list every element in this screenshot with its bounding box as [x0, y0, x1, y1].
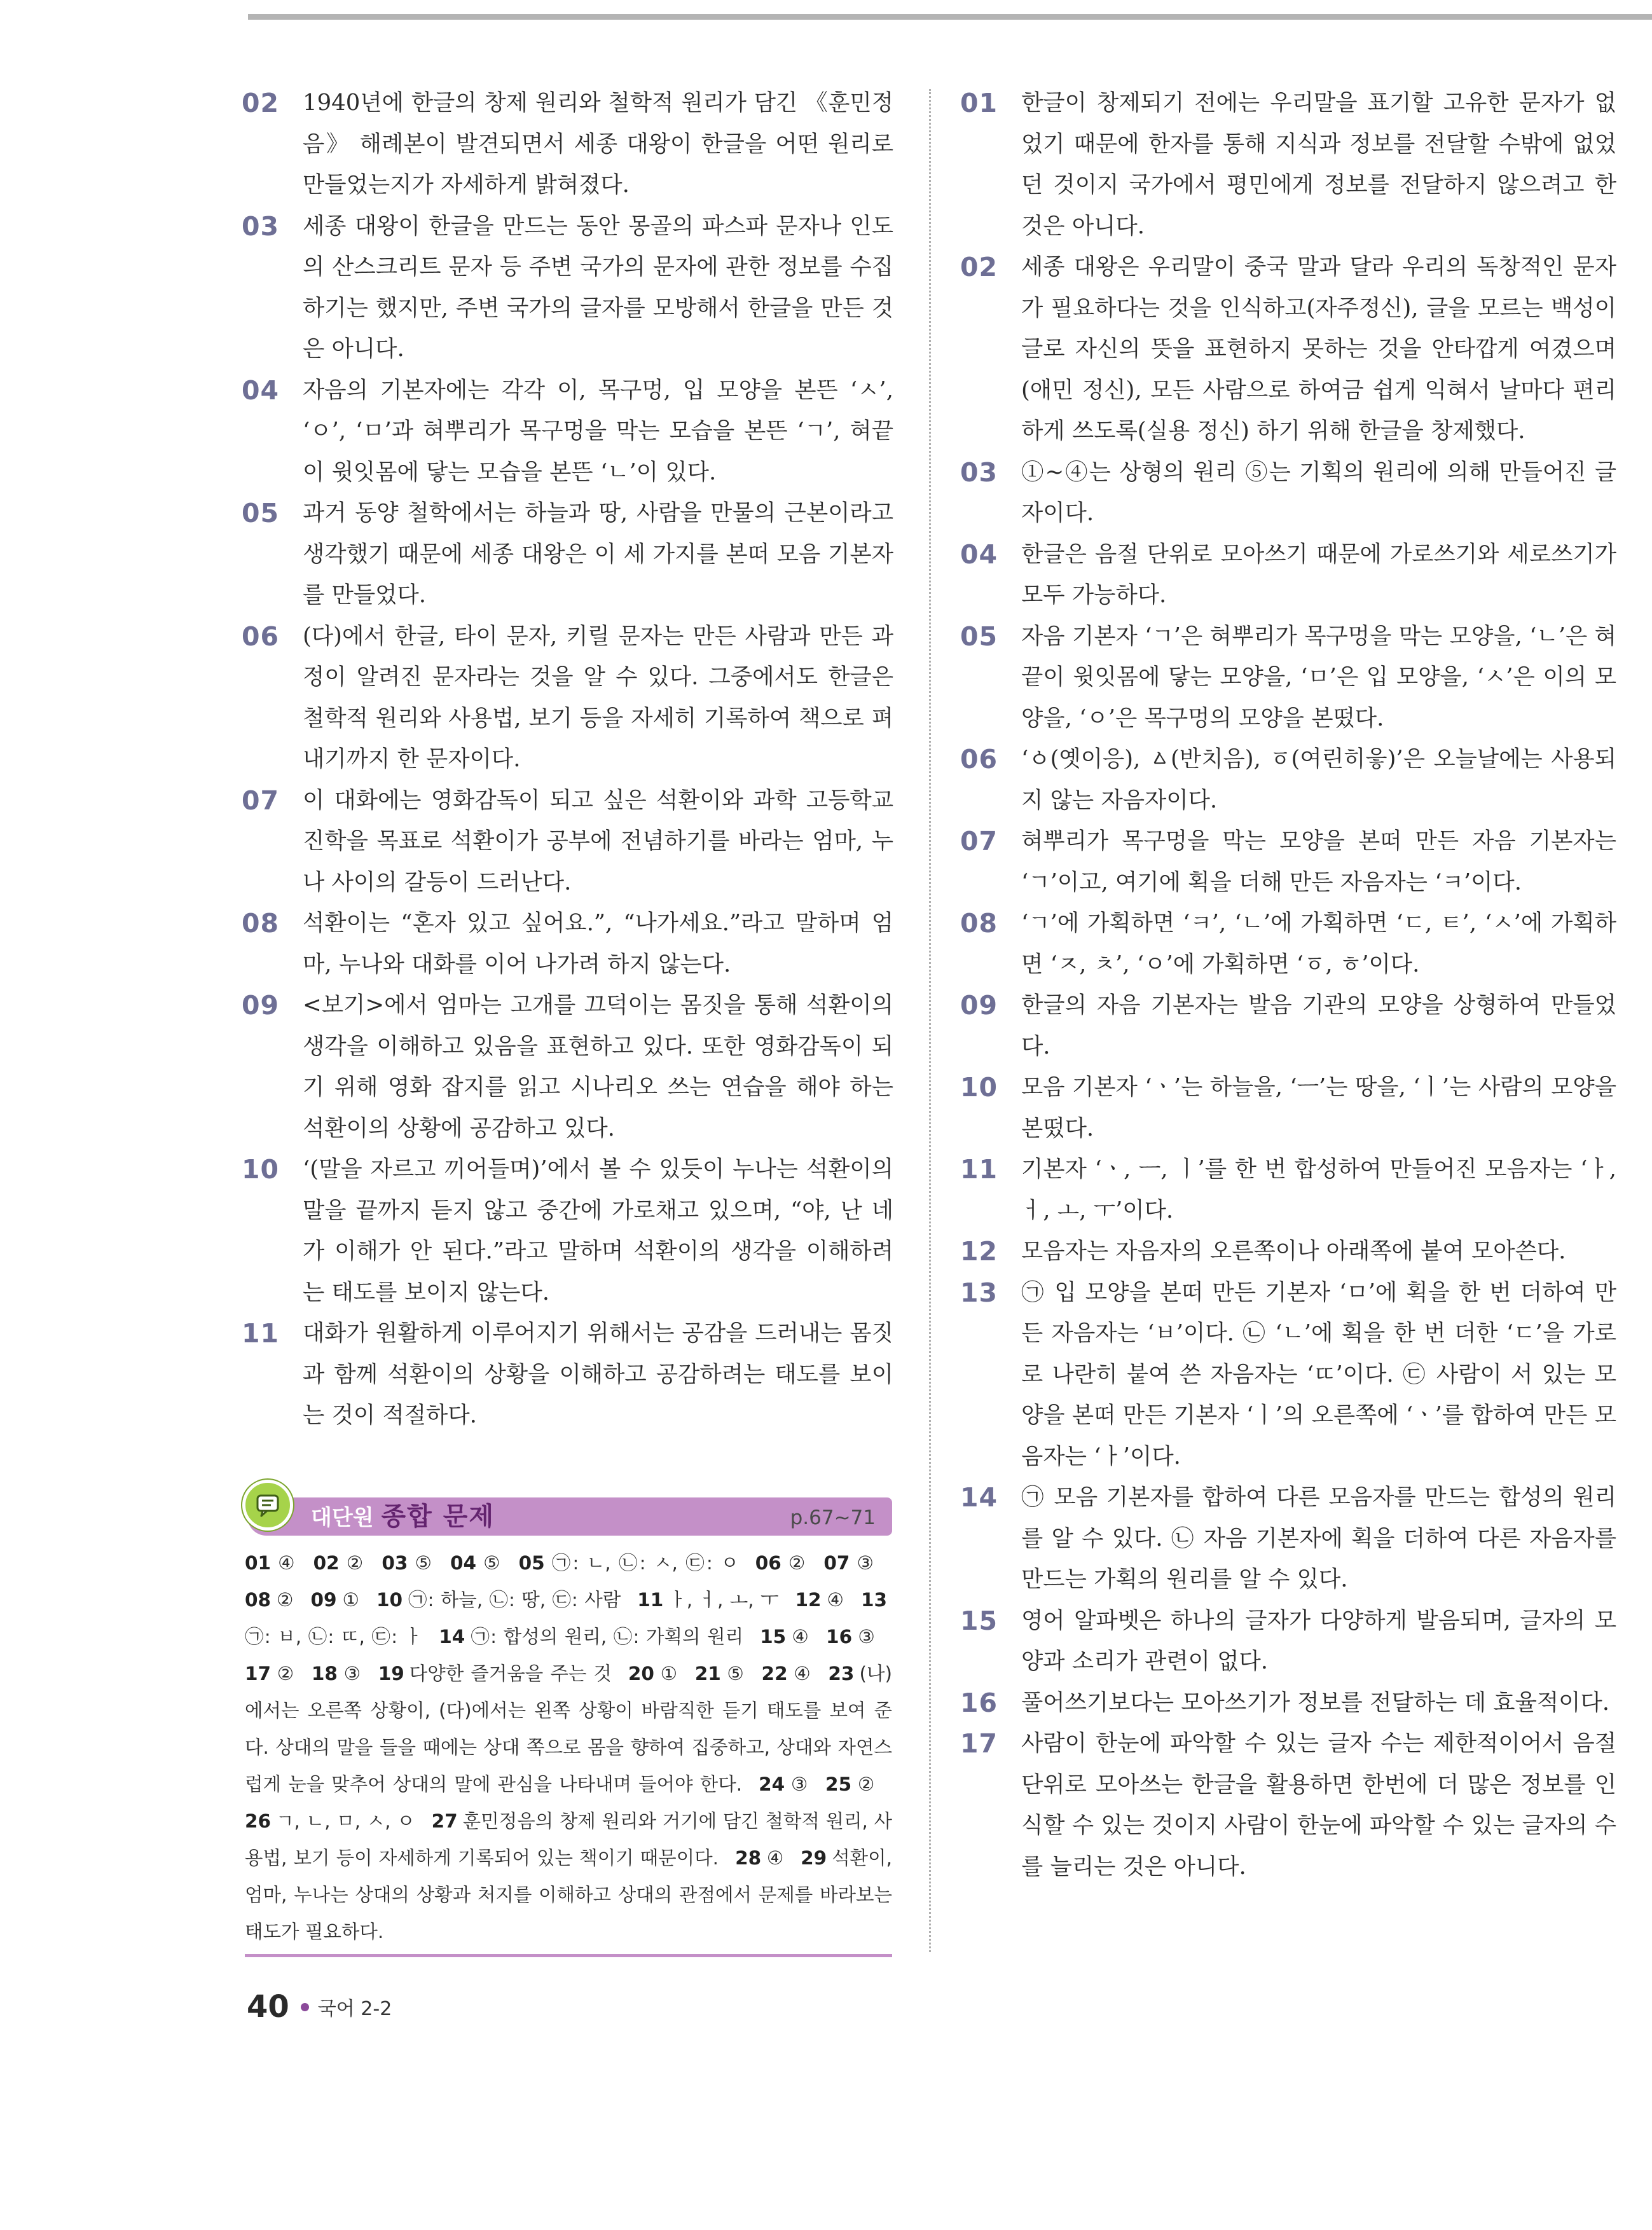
item-text: 세종 대왕은 우리말이 중국 말과 달라 우리의 독창적인 문자가 필요하다는 것을 인식하고(자주정신), 글을 모르는 백성이 글로 자신의 뜻을 표현하지 못하는 것을 안타깝게 여겼으며(애민 정신), 모든 사람으로 하여금 쉽게 익혀서 날마다 편리하게 쓰도록(실용 정신) 하기 위해 한글을 창제했다.: [1021, 254, 1616, 444]
review-answer-value: ④: [791, 1626, 810, 1648]
review-answer-value: ㅏ, ㅓ, ㅗ, ㅜ: [668, 1589, 779, 1611]
review-answer-number: 03: [382, 1552, 408, 1574]
review-answer-value: ①: [659, 1663, 678, 1684]
review-answer-value: ④: [792, 1663, 812, 1684]
review-answer-value: ㄱ, ㄴ, ㅁ, ㅅ, ㅇ: [276, 1810, 415, 1832]
review-answer: [245, 1810, 415, 1832]
review-answer-number: 13: [860, 1589, 887, 1611]
item-number: 08: [242, 908, 280, 939]
review-answer: [735, 1847, 784, 1869]
item-text: 모음 기본자 ‘ㆍ’는 하늘을, ‘ㅡ’는 땅을, ‘ㅣ’는 사람의 모양을 본떴다.: [1021, 1074, 1616, 1141]
review-answer: [378, 1663, 612, 1684]
answer-item: [242, 903, 893, 985]
review-answer: [628, 1663, 678, 1684]
review-answer-number: 16: [826, 1626, 853, 1648]
review-answer-value: ㉠: 하늘, ㉡: 땅, ㉢: 사람: [408, 1589, 621, 1611]
item-text: 한글의 자음 기본자는 발음 기관의 모양을 상형하여 만들었다.: [1021, 992, 1616, 1059]
review-answer-value: ⑤: [413, 1552, 434, 1574]
review-answer-number: 17: [245, 1663, 272, 1684]
review-answer-value: ⑤: [726, 1663, 745, 1684]
review-answer-number: 18: [311, 1663, 338, 1684]
answer-item: [960, 739, 1616, 821]
item-text: ①~④는 상형의 원리 ⑤는 기획의 원리에 의해 만들어진 글자이다.: [1021, 458, 1616, 526]
item-number: 03: [960, 457, 998, 488]
review-answer-number: 06: [755, 1552, 781, 1574]
item-number: 06: [960, 744, 998, 774]
review-answer-value: ④: [826, 1589, 844, 1611]
answer-item: [242, 780, 893, 904]
answer-item: [242, 985, 893, 1149]
page-footer: [247, 1989, 392, 2025]
item-number: 05: [242, 498, 280, 528]
review-answer-number: 21: [694, 1663, 721, 1684]
item-text: 한글은 음절 단위로 모아쓰기 때문에 가로쓰기와 세로쓰기가 모두 가능하다.: [1021, 540, 1616, 608]
review-answer: [825, 1773, 876, 1795]
review-answer-number: 24: [759, 1773, 785, 1795]
item-text: 세종 대왕이 한글을 만드는 동안 몽골의 파스파 문자나 인도의 산스크리트 문자 등 주변 국가의 문자에 관한 정보를 수집하기는 했지만, 주변 국가의 글자를 모방해서 한글을 만든 것은 아니다.: [303, 212, 893, 362]
review-answer: [826, 1626, 876, 1648]
review-answer: [823, 1552, 876, 1574]
review-answer-value: ②: [786, 1552, 808, 1574]
left-column: [242, 83, 893, 1436]
answer-item: [242, 83, 893, 206]
item-number: 15: [960, 1605, 998, 1636]
item-number: 07: [960, 826, 998, 857]
item-number: 04: [242, 375, 280, 406]
review-answer-number: 20: [628, 1663, 654, 1684]
review-answer-number: 04: [450, 1552, 477, 1574]
answer-item: [960, 616, 1616, 740]
review-title-main: 종합 문제: [381, 1501, 495, 1531]
item-number: 06: [242, 621, 280, 652]
item-number: 13: [960, 1277, 998, 1308]
answer-item: [242, 206, 893, 370]
answer-item: [960, 1683, 1616, 1724]
review-answer-number: 29: [801, 1847, 827, 1869]
review-answer-value: ㉠: ㅂ, ㉡: ㄸ, ㉢: ㅏ: [245, 1626, 423, 1648]
review-answer-value: ②: [276, 1663, 295, 1684]
review-answer-value: 석환이, 엄마, 누나는 상대의 상황과 처지를 이해하고 상대의 관점에서 문제를 바라보는 태도가 필요하다.: [245, 1847, 893, 1943]
review-answer: [312, 1663, 362, 1684]
review-answer: [376, 1589, 621, 1611]
right-column: [960, 83, 1616, 1887]
item-number: 08: [960, 908, 998, 939]
review-answer: [310, 1589, 359, 1611]
item-text: 모음자는 자음자의 오른쪽이나 아래쪽에 붙여 모아쓴다.: [1021, 1238, 1566, 1264]
item-number: 09: [960, 990, 998, 1021]
answer-item: [960, 534, 1616, 616]
item-text: 영어 알파벳은 하나의 글자가 다양하게 발음되며, 글자의 모양과 소리가 관련이 없다.: [1021, 1607, 1616, 1674]
review-answer-value: (나)에서는 오른쪽 상황이, (다)에서는 왼쪽 상황이 바람직한 듣기 태도를 보여 준다. 상대의 말을 들을 때에는 상대 쪽으로 몸을 향하여 집중하고, 상대와 자연스럽게 눈을 맞추어 상대의 말에 관심을 나타내며 들어야 한다.: [245, 1663, 892, 1795]
review-answer-number: 23: [828, 1663, 855, 1684]
review-answer: [245, 1552, 297, 1574]
item-number: 02: [960, 252, 998, 282]
review-answer-value: ③: [855, 1552, 876, 1574]
review-answer: [450, 1552, 502, 1574]
footer-dot: [301, 2003, 309, 2011]
review-answer-number: 05: [518, 1552, 545, 1574]
item-text: 과거 동양 철학에서는 하늘과 땅, 사람을 만물의 근본이라고 생각했기 때문에 세종 대왕은 이 세 가지를 본떠 모음 기본자를 만들었다.: [303, 500, 893, 608]
review-answer: [637, 1589, 778, 1611]
review-answer-number: 07: [823, 1552, 850, 1574]
item-text: 한글이 창제되기 전에는 우리말을 표기할 고유한 문자가 없었기 때문에 한자를 통해 지식과 정보를 전달할 수밖에 없었던 것이지 국가에서 평민에게 정보를 전달하지 않으려고 한 것은 아니다.: [1021, 90, 1616, 239]
review-answer-number: 14: [439, 1626, 465, 1648]
review-answer-value: 훈민정음의 창제 원리와 거기에 담긴 철학적 원리, 사용법, 보기 등이 자세하게 기록되어 있는 책이기 때문이다.: [245, 1810, 892, 1869]
item-text: 자음 기본자 ‘ㄱ’은 혀뿌리가 목구멍을 막는 모양을, ‘ㄴ’은 혀끝이 윗잇몸에 닿는 모양을, ‘ㅁ’은 입 모양을, ‘ㅅ’은 이의 모양을, ‘ㅇ’은 목구멍의 모양을 본떴다.: [1021, 623, 1616, 731]
review-answer-value: ④: [766, 1847, 785, 1869]
review-answer-value: ⑤: [481, 1552, 502, 1574]
review-answer-value: ①: [341, 1589, 360, 1611]
review-pages: p.67~71: [790, 1506, 876, 1529]
answer-item: [960, 1231, 1616, 1272]
review-answer: [762, 1663, 812, 1684]
answer-item: [960, 83, 1616, 247]
item-text: 이 대화에는 영화감독이 되고 싶은 석환이와 과학 고등학교 진학을 목표로 석환이가 공부에 전념하기를 바라는 엄마, 누나 사이의 갈등이 드러난다.: [303, 787, 893, 895]
item-number: 14: [960, 1482, 998, 1513]
review-answer-value: ㉠: ㄴ, ㉡: ㅅ, ㉢: ㅇ: [549, 1552, 739, 1574]
review-answer: [759, 1773, 809, 1795]
review-section: [245, 1497, 892, 1957]
item-number: 17: [960, 1728, 998, 1759]
answer-item: [960, 1067, 1616, 1149]
review-answer: [795, 1589, 844, 1611]
speech-bubble-icon: [242, 1480, 293, 1531]
review-answer-number: 25: [825, 1773, 852, 1795]
answer-item: [960, 247, 1616, 452]
item-text: 풀어쓰기보다는 모아쓰기가 정보를 전달하는 데 효율적이다.: [1021, 1689, 1610, 1716]
answer-item: [960, 1272, 1616, 1478]
review-answer: [439, 1626, 743, 1648]
review-answer-number: 28: [735, 1847, 762, 1869]
item-text: (다)에서 한글, 타이 문자, 키릴 문자는 만든 사람과 만든 과정이 알려진 문자라는 것을 알 수 있다. 그중에서도 한글은 철학적 원리와 사용법, 보기 등을 자세히 기록하여 책으로 펴내기까지 한 문자이다.: [303, 623, 893, 772]
column-divider: [929, 89, 931, 1952]
review-answer: [519, 1552, 739, 1574]
review-answer: [695, 1663, 745, 1684]
item-text: ‘(말을 자르고 끼어들며)’에서 볼 수 있듯이 누나는 석환이의 말을 끝까지 듣지 않고 중간에 가로채고 있으며, “야, 난 네가 이해가 안 된다.”라고 말하며 석환이의 생각을 이해하려는 태도를 보이지 않는다.: [303, 1156, 893, 1305]
review-answer-value: ②: [344, 1552, 366, 1574]
item-text: 석환이는 “혼자 있고 싶어요.”, “나가세요.”라고 말하며 엄마, 누나와 대화를 이어 나가려 하지 않는다.: [303, 910, 893, 977]
review-answer-value: ④: [276, 1552, 297, 1574]
review-answer: [755, 1552, 808, 1574]
answer-item: [960, 903, 1616, 985]
review-answer-number: 02: [313, 1552, 340, 1574]
answer-item: [242, 616, 893, 780]
item-number: 09: [242, 990, 280, 1021]
answer-item: [960, 985, 1616, 1067]
review-answer-number: 11: [637, 1589, 664, 1611]
item-number: 05: [960, 621, 998, 652]
review-answer-number: 22: [761, 1663, 788, 1684]
item-text: 혀뿌리가 목구멍을 막는 모양을 본떠 만든 자음 기본자는 ‘ㄱ’이고, 여기에 획을 더해 만든 자음자는 ‘ㅋ’이다.: [1021, 828, 1616, 895]
item-number: 04: [960, 539, 998, 570]
review-answer-value: ③: [790, 1773, 809, 1795]
review-answer-number: 09: [310, 1589, 337, 1611]
item-number: 11: [960, 1154, 998, 1185]
review-answer-value: ㉠: 합성의 원리, ㉡: 가획의 원리: [470, 1626, 744, 1648]
review-answer: [313, 1552, 366, 1574]
item-text: ㉠ 입 모양을 본떠 만든 기본자 ‘ㅁ’에 획을 한 번 더하여 만든 자음자는 ‘ㅂ’이다. ㉡ ‘ㄴ’에 획을 한 번 더한 ‘ㄷ’을 가로로 나란히 붙여 쓴 자음자는 ‘ㄸ’이다. ㉢ 사람이 서 있는 모양을 본떠 만든 기본자 ‘ㅣ’의 오른쪽에 ‘ㆍ’를 합하여 만든 모음자는 ‘ㅏ’이다.: [1021, 1279, 1616, 1469]
item-text: ‘ㄱ’에 가획하면 ‘ㅋ’, ‘ㄴ’에 가획하면 ‘ㄷ, ㅌ’, ‘ㅅ’에 가획하면 ‘ㅈ, ㅊ’, ‘ㅇ’에 가획하면 ‘ㆆ, ㅎ’이다.: [1021, 910, 1616, 977]
review-answer-number: 19: [378, 1663, 404, 1684]
answer-item: [960, 1477, 1616, 1600]
answer-item: [242, 1313, 893, 1436]
item-number: 10: [960, 1072, 998, 1103]
review-answer: [382, 1552, 434, 1574]
review-answer-value: ③: [342, 1663, 362, 1684]
review-answers: [245, 1545, 892, 1957]
answer-item: [242, 493, 893, 616]
answer-item: [960, 1723, 1616, 1887]
item-number: 10: [242, 1154, 280, 1185]
page-number: 40: [247, 1989, 289, 2025]
review-title: [311, 1503, 495, 1532]
item-text: 자음의 기본자에는 각각 이, 목구멍, 입 모양을 본뜬 ‘ㅅ’, ‘ㅇ’, ‘ㅁ’과 혀뿌리가 목구멍을 막는 모습을 본뜬 ‘ㄱ’, 혀끝이 윗잇몸에 닿는 모습을 본뜬 ‘ㄴ’이 있다.: [303, 376, 893, 485]
item-text: 1940년에 한글의 창제 원리와 철학적 원리가 담긴 《훈민정음》 해례본이 발견되면서 세종 대왕이 한글을 어떤 원리로 만들었는지가 자세하게 밝혀졌다.: [303, 90, 893, 198]
item-number: 02: [242, 88, 280, 118]
review-answer: [760, 1626, 809, 1648]
review-answer-number: 27: [431, 1810, 458, 1832]
answer-item: [960, 1149, 1616, 1231]
item-number: 12: [960, 1236, 998, 1267]
item-number: 01: [960, 88, 998, 118]
book-title: 국어 2-2: [317, 1998, 392, 2020]
review-header: [247, 1497, 892, 1536]
review-answer-number: 12: [795, 1589, 822, 1611]
review-answer: [245, 1663, 295, 1684]
item-number: 16: [960, 1687, 998, 1718]
item-number: 11: [242, 1318, 280, 1349]
review-answer-value: ②: [857, 1773, 876, 1795]
item-text: 기본자 ‘ㆍ, ㅡ, ㅣ’를 한 번 합성하여 만들어진 모음자는 ‘ㅏ, ㅓ, ㅗ, ㅜ’이다.: [1021, 1156, 1616, 1223]
review-answer-value: ③: [857, 1626, 876, 1648]
review-answer-number: 26: [245, 1810, 272, 1832]
review-title-prefix: 대단원: [311, 1505, 374, 1531]
answer-item: [242, 370, 893, 493]
review-answer-number: 08: [245, 1589, 272, 1611]
item-text: 대화가 원활하게 이루어지기 위해서는 공감을 드러내는 몸짓과 함께 석환이의 상황을 이해하고 공감하려는 태도를 보이는 것이 적절하다.: [303, 1320, 893, 1428]
answer-item: [960, 452, 1616, 534]
review-answer-number: 01: [245, 1552, 272, 1574]
review-answer-value: 다양한 즐거움을 주는 것: [409, 1663, 612, 1684]
item-text: <보기>에서 엄마는 고개를 끄덕이는 몸짓을 통해 석환이의 생각을 이해하고 있음을 표현하고 있다. 또한 영화감독이 되기 위해 영화 잡지를 읽고 시나리오 쓰는 연습을 해야 하는 석환이의 상황에 공감하고 있다.: [303, 992, 893, 1141]
review-answer-number: 15: [760, 1626, 787, 1648]
review-answer: [245, 1589, 294, 1611]
answer-item: [960, 1600, 1616, 1683]
answer-item: [242, 1149, 893, 1313]
item-text: ‘ㆁ(옛이응), ㅿ(반치음), ㆆ(여린히읗)’은 오늘날에는 사용되지 않는 자음자이다.: [1021, 746, 1616, 813]
top-rule: [248, 14, 1652, 20]
item-number: 07: [242, 785, 280, 816]
item-text: 사람이 한눈에 파악할 수 있는 글자 수는 제한적이어서 음절 단위로 모아쓰는 한글을 활용하면 한번에 더 많은 정보를 인식할 수 있는 것이지 사람이 한눈에 파악할 수 있는 글자의 수를 늘리는 것은 아니다.: [1021, 1730, 1616, 1880]
item-text: ㉠ 모음 기본자를 합하여 다른 모음자를 만드는 합성의 원리를 알 수 있다. ㉡ 자음 기본자에 획을 더하여 다른 자음자를 만드는 가획의 원리를 알 수 있다.: [1021, 1484, 1616, 1592]
answer-item: [960, 821, 1616, 903]
review-answer-value: ②: [276, 1589, 294, 1611]
review-answer-number: 10: [376, 1589, 403, 1611]
item-number: 03: [242, 210, 280, 242]
